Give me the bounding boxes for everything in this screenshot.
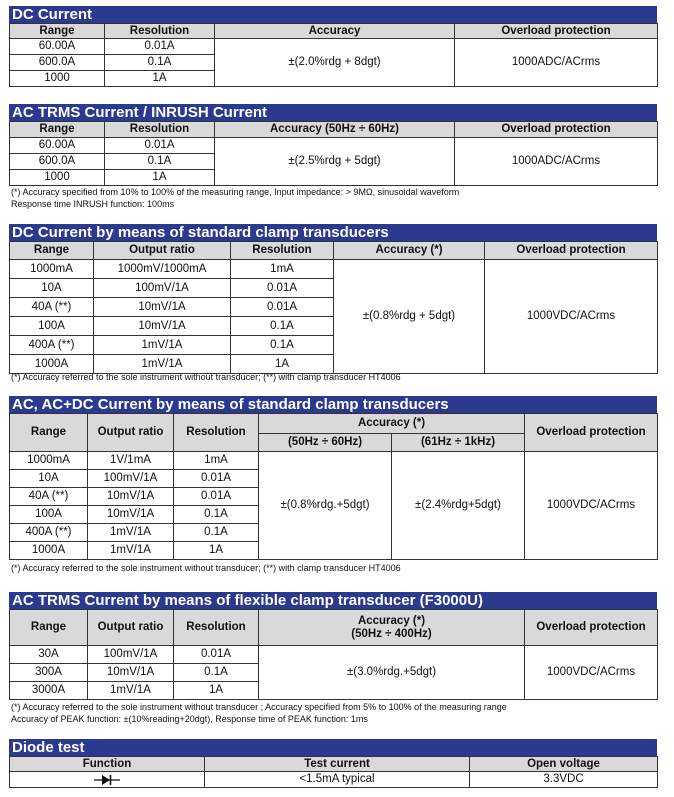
range-cell: 100A: [10, 317, 94, 336]
ac-clamp-title: AC, AC+DC Current by means of standard clamp transducers: [9, 396, 657, 413]
header-range: Range: [10, 122, 105, 138]
dc-current-table: [9, 23, 658, 87]
flex-clamp-title: AC TRMS Current by means of flexible clamp transducer (F3000U): [9, 592, 657, 609]
range-cell: 10A: [10, 279, 94, 298]
header-overload: Overload protection: [525, 610, 658, 646]
ac-current-title: AC TRMS Current / INRUSH Current: [9, 104, 657, 121]
output-ratio-cell: 1mV/1A: [88, 542, 174, 560]
output-ratio-cell: 1mV/1A: [88, 682, 174, 700]
overload-cell: 1000ADC/ACrms: [455, 39, 658, 87]
table-row: [10, 138, 658, 154]
range-cell: 600.0A: [10, 154, 105, 170]
output-ratio-cell: 100mV/1A: [88, 470, 174, 488]
resolution-cell: 0.1A: [174, 664, 259, 682]
flex-clamp-table: [9, 609, 658, 700]
header-resolution: Resolution: [174, 414, 259, 452]
header-resolution: Resolution: [105, 24, 215, 39]
header-range: Range: [10, 24, 105, 39]
dc-clamp-table: [9, 241, 658, 374]
diode-symbol-icon: [94, 774, 120, 786]
resolution-cell: 0.01A: [174, 646, 259, 664]
accuracy-cell: ±(3.0%rdg.+5dgt): [259, 646, 525, 700]
header-range: Range: [10, 414, 88, 452]
header-function: Function: [10, 757, 205, 772]
header-accuracy: Accuracy (50Hz ÷ 60Hz): [215, 122, 455, 138]
resolution-cell: 0.01A: [105, 138, 215, 154]
range-cell: 100A: [10, 506, 88, 524]
ac-current-table: [9, 121, 658, 186]
resolution-cell: 0.1A: [105, 55, 215, 71]
output-ratio-cell: 10mV/1A: [94, 317, 231, 336]
range-cell: 10A: [10, 470, 88, 488]
range-cell: 60.00A: [10, 138, 105, 154]
open-voltage-cell: 3.3VDC: [470, 772, 658, 788]
output-ratio-cell: 100mV/1A: [94, 279, 231, 298]
overload-cell: 1000VDC/ACrms: [485, 260, 658, 374]
ac-note-response: Response time INRUSH function: 100ms: [11, 199, 175, 209]
range-cell: 1000A: [10, 542, 88, 560]
diode-test-title: Diode test: [9, 739, 657, 756]
dc-clamp-note: (*) Accuracy referred to the sole instrument without transducer; (**) with clamp transducer HT4006: [11, 372, 401, 382]
ac-note: (*) Accuracy specified from 10% to 100% of the measuring range, Input impedance: > 9MΩ, sinusoidal waveform: [11, 187, 460, 197]
output-ratio-cell: 10mV/1A: [88, 488, 174, 506]
accuracy-low-freq-cell: ±(0.8%rdg.+5dgt): [259, 452, 392, 560]
header-accuracy-range: (50Hz ÷ 400Hz): [351, 627, 432, 640]
resolution-cell: 0.1A: [231, 317, 334, 336]
accuracy-high-freq-cell: ±(2.4%rdg+5dgt): [392, 452, 525, 560]
range-cell: 1000: [10, 170, 105, 186]
overload-cell: 1000VDC/ACrms: [525, 646, 658, 700]
resolution-cell: 0.1A: [174, 506, 259, 524]
resolution-cell: 0.1A: [231, 336, 334, 355]
header-output-ratio: Output ratio: [88, 414, 174, 452]
header-range: Range: [10, 610, 88, 646]
header-overload: Overload protection: [455, 122, 658, 138]
header-resolution: Resolution: [105, 122, 215, 138]
range-cell: 60.00A: [10, 39, 105, 55]
header-overload: Overload protection: [485, 242, 658, 260]
header-overload: Overload protection: [455, 24, 658, 39]
header-resolution: Resolution: [174, 610, 259, 646]
range-cell: 600.0A: [10, 55, 105, 71]
header-accuracy: Accuracy: [215, 24, 455, 39]
resolution-cell: 0.01A: [174, 488, 259, 506]
resolution-cell: 1mA: [231, 260, 334, 279]
header-test-current: Test current: [205, 757, 470, 772]
flex-clamp-peak-note: Accuracy of PEAK function: ±(10%reading+20dgt), Response time of PEAK function: 1ms: [11, 714, 368, 724]
ac-clamp-note: (*) Accuracy referred to the sole instrument without transducer; (**) with clamp transducer HT4006: [11, 563, 401, 573]
header-accuracy: Accuracy (*): [259, 414, 525, 434]
resolution-cell: 1mA: [174, 452, 259, 470]
range-cell: 1000A: [10, 355, 94, 374]
header-range: Range: [10, 242, 94, 260]
range-cell: 3000A: [10, 682, 88, 700]
dc-clamp-title: DC Current by means of standard clamp transducers: [9, 224, 657, 241]
range-cell: 300A: [10, 664, 88, 682]
table-row: [10, 772, 658, 788]
accuracy-cell: ±(0.8%rdg + 5dgt): [334, 260, 485, 374]
range-cell: 1000: [10, 71, 105, 87]
range-cell: 40A (**): [10, 298, 94, 317]
resolution-cell: 0.01A: [174, 470, 259, 488]
table-row: [10, 39, 658, 55]
table-row: [10, 452, 658, 470]
range-cell: 30A: [10, 646, 88, 664]
table-row: [10, 260, 658, 279]
overload-cell: 1000ADC/ACrms: [455, 138, 658, 186]
resolution-cell: 1A: [231, 355, 334, 374]
flex-clamp-note: (*) Accuracy referred to the sole instrument without transducer ; Accuracy specified from 5% to 100% of the measuring range: [11, 702, 507, 712]
output-ratio-cell: 1mV/1A: [88, 524, 174, 542]
resolution-cell: 0.01A: [231, 279, 334, 298]
resolution-cell: 1A: [105, 71, 215, 87]
resolution-cell: 1A: [174, 682, 259, 700]
header-output-ratio: Output ratio: [94, 242, 231, 260]
resolution-cell: 0.01A: [105, 39, 215, 55]
header-accuracy: [259, 610, 525, 646]
output-ratio-cell: 10mV/1A: [88, 664, 174, 682]
output-ratio-cell: 1mV/1A: [94, 355, 231, 374]
resolution-cell: 1A: [105, 170, 215, 186]
range-cell: 400A (**): [10, 336, 94, 355]
header-accuracy: Accuracy (*): [334, 242, 485, 260]
output-ratio-cell: 1mV/1A: [94, 336, 231, 355]
resolution-cell: 0.01A: [231, 298, 334, 317]
diode-test-table: [9, 756, 658, 788]
output-ratio-cell: 100mV/1A: [88, 646, 174, 664]
output-ratio-cell: 1000mV/1000mA: [94, 260, 231, 279]
output-ratio-cell: 1V/1mA: [88, 452, 174, 470]
header-open-voltage: Open voltage: [470, 757, 658, 772]
ac-clamp-table: [9, 413, 658, 560]
header-overload: Overload protection: [525, 414, 658, 452]
header-output-ratio: Output ratio: [88, 610, 174, 646]
range-cell: 1000mA: [10, 260, 94, 279]
subheader-accuracy-high-freq: (61Hz ÷ 1kHz): [392, 434, 525, 452]
resolution-cell: 1A: [174, 542, 259, 560]
subheader-accuracy-low-freq: (50Hz ÷ 60Hz): [259, 434, 392, 452]
output-ratio-cell: 10mV/1A: [94, 298, 231, 317]
dc-current-title: DC Current: [9, 6, 657, 23]
function-cell: [10, 772, 205, 788]
range-cell: 1000mA: [10, 452, 88, 470]
table-row: [10, 646, 658, 664]
resolution-cell: 0.1A: [105, 154, 215, 170]
range-cell: 400A (**): [10, 524, 88, 542]
accuracy-cell: ±(2.0%rdg + 8dgt): [215, 39, 455, 87]
range-cell: 40A (**): [10, 488, 88, 506]
accuracy-cell: ±(2.5%rdg + 5dgt): [215, 138, 455, 186]
overload-cell: 1000VDC/ACrms: [525, 452, 658, 560]
output-ratio-cell: 10mV/1A: [88, 506, 174, 524]
header-accuracy-label: Accuracy (*): [357, 615, 426, 628]
resolution-cell: 0.1A: [174, 524, 259, 542]
header-resolution: Resolution: [231, 242, 334, 260]
test-current-cell: <1.5mA typical: [205, 772, 470, 788]
